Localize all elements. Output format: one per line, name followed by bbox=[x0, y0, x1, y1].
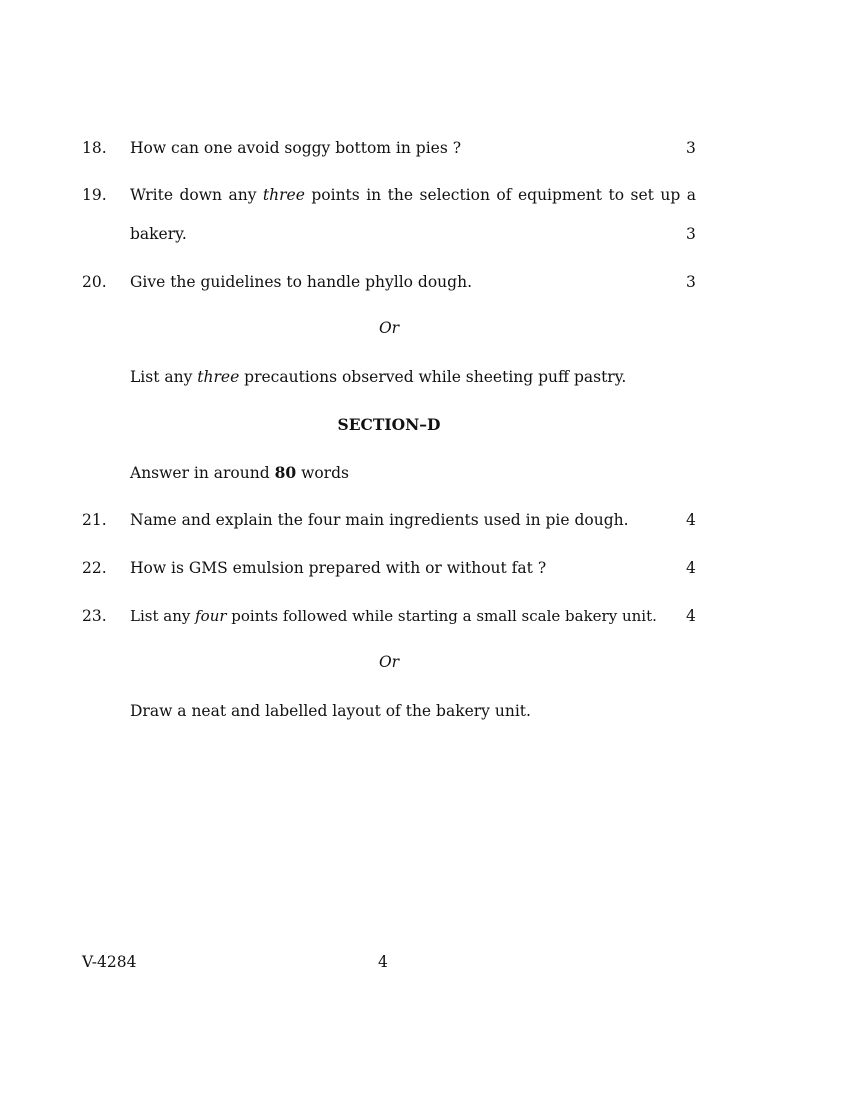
question-number-20: 20. bbox=[82, 273, 107, 291]
question-22-marks: 4 bbox=[686, 559, 696, 577]
question-20-marks: 3 bbox=[686, 273, 696, 291]
or-separator-1: Or bbox=[378, 319, 400, 337]
question-number-19: 19. bbox=[82, 186, 107, 204]
q19-word: Write bbox=[130, 186, 174, 204]
q19-word: set bbox=[630, 186, 654, 204]
question-20-alternative bbox=[130, 370, 626, 386]
section-heading: SECTION–D bbox=[337, 415, 441, 434]
question-19-line-1 bbox=[130, 188, 696, 204]
question-21-text: Name and explain the four main ingredients used in pie dough. bbox=[130, 511, 629, 529]
q19-word: down bbox=[179, 186, 222, 204]
q19-word: in bbox=[366, 186, 382, 204]
q23-pre: List any bbox=[130, 607, 196, 625]
q19-word: selection bbox=[419, 186, 490, 204]
question-number-23: 23. bbox=[82, 607, 107, 625]
q20-alt-post: precautions observed while sheeting puff pastry. bbox=[239, 368, 627, 386]
question-number-18: 18. bbox=[82, 139, 107, 157]
question-23-text bbox=[130, 609, 657, 624]
question-19-line-2: bakery. bbox=[130, 225, 187, 243]
question-21-marks: 4 bbox=[686, 511, 696, 529]
q19-word: the bbox=[387, 186, 414, 204]
question-18-text: How can one avoid soggy bottom in pies ? bbox=[130, 139, 462, 157]
q19-word: points bbox=[311, 186, 360, 204]
q19-word: a bbox=[686, 186, 696, 204]
q19-word-emphasis: three bbox=[262, 186, 305, 204]
paper-code: V-4284 bbox=[82, 953, 137, 971]
question-19-marks: 3 bbox=[686, 225, 696, 243]
question-23-marks: 4 bbox=[686, 607, 696, 625]
q19-word: up bbox=[660, 186, 681, 204]
instruction-post: words bbox=[296, 464, 349, 482]
question-20-text: Give the guidelines to handle phyllo dough. bbox=[130, 273, 472, 291]
q19-word: of bbox=[496, 186, 512, 204]
or-separator-2: Or bbox=[378, 653, 400, 671]
q19-word: to bbox=[608, 186, 625, 204]
q19-word: equipment bbox=[517, 186, 603, 204]
q23-emphasis: four bbox=[195, 607, 227, 625]
question-number-22: 22. bbox=[82, 559, 107, 577]
q23-post: points followed while starting a small scale bakery unit. bbox=[226, 607, 657, 625]
question-18-marks: 3 bbox=[686, 139, 696, 157]
q19-word: any bbox=[228, 186, 257, 204]
q20-alt-pre: List any bbox=[130, 368, 198, 386]
page-number: 4 bbox=[378, 953, 388, 971]
section-instruction bbox=[130, 465, 349, 482]
q20-alt-emphasis: three bbox=[197, 368, 240, 386]
instruction-word-count: 80 bbox=[274, 463, 297, 482]
question-22-text: How is GMS emulsion prepared with or without fat ? bbox=[130, 559, 547, 577]
question-23-alternative: Draw a neat and labelled layout of the bakery unit. bbox=[130, 702, 531, 720]
instruction-pre: Answer in around bbox=[130, 464, 275, 482]
question-number-21: 21. bbox=[82, 511, 107, 529]
